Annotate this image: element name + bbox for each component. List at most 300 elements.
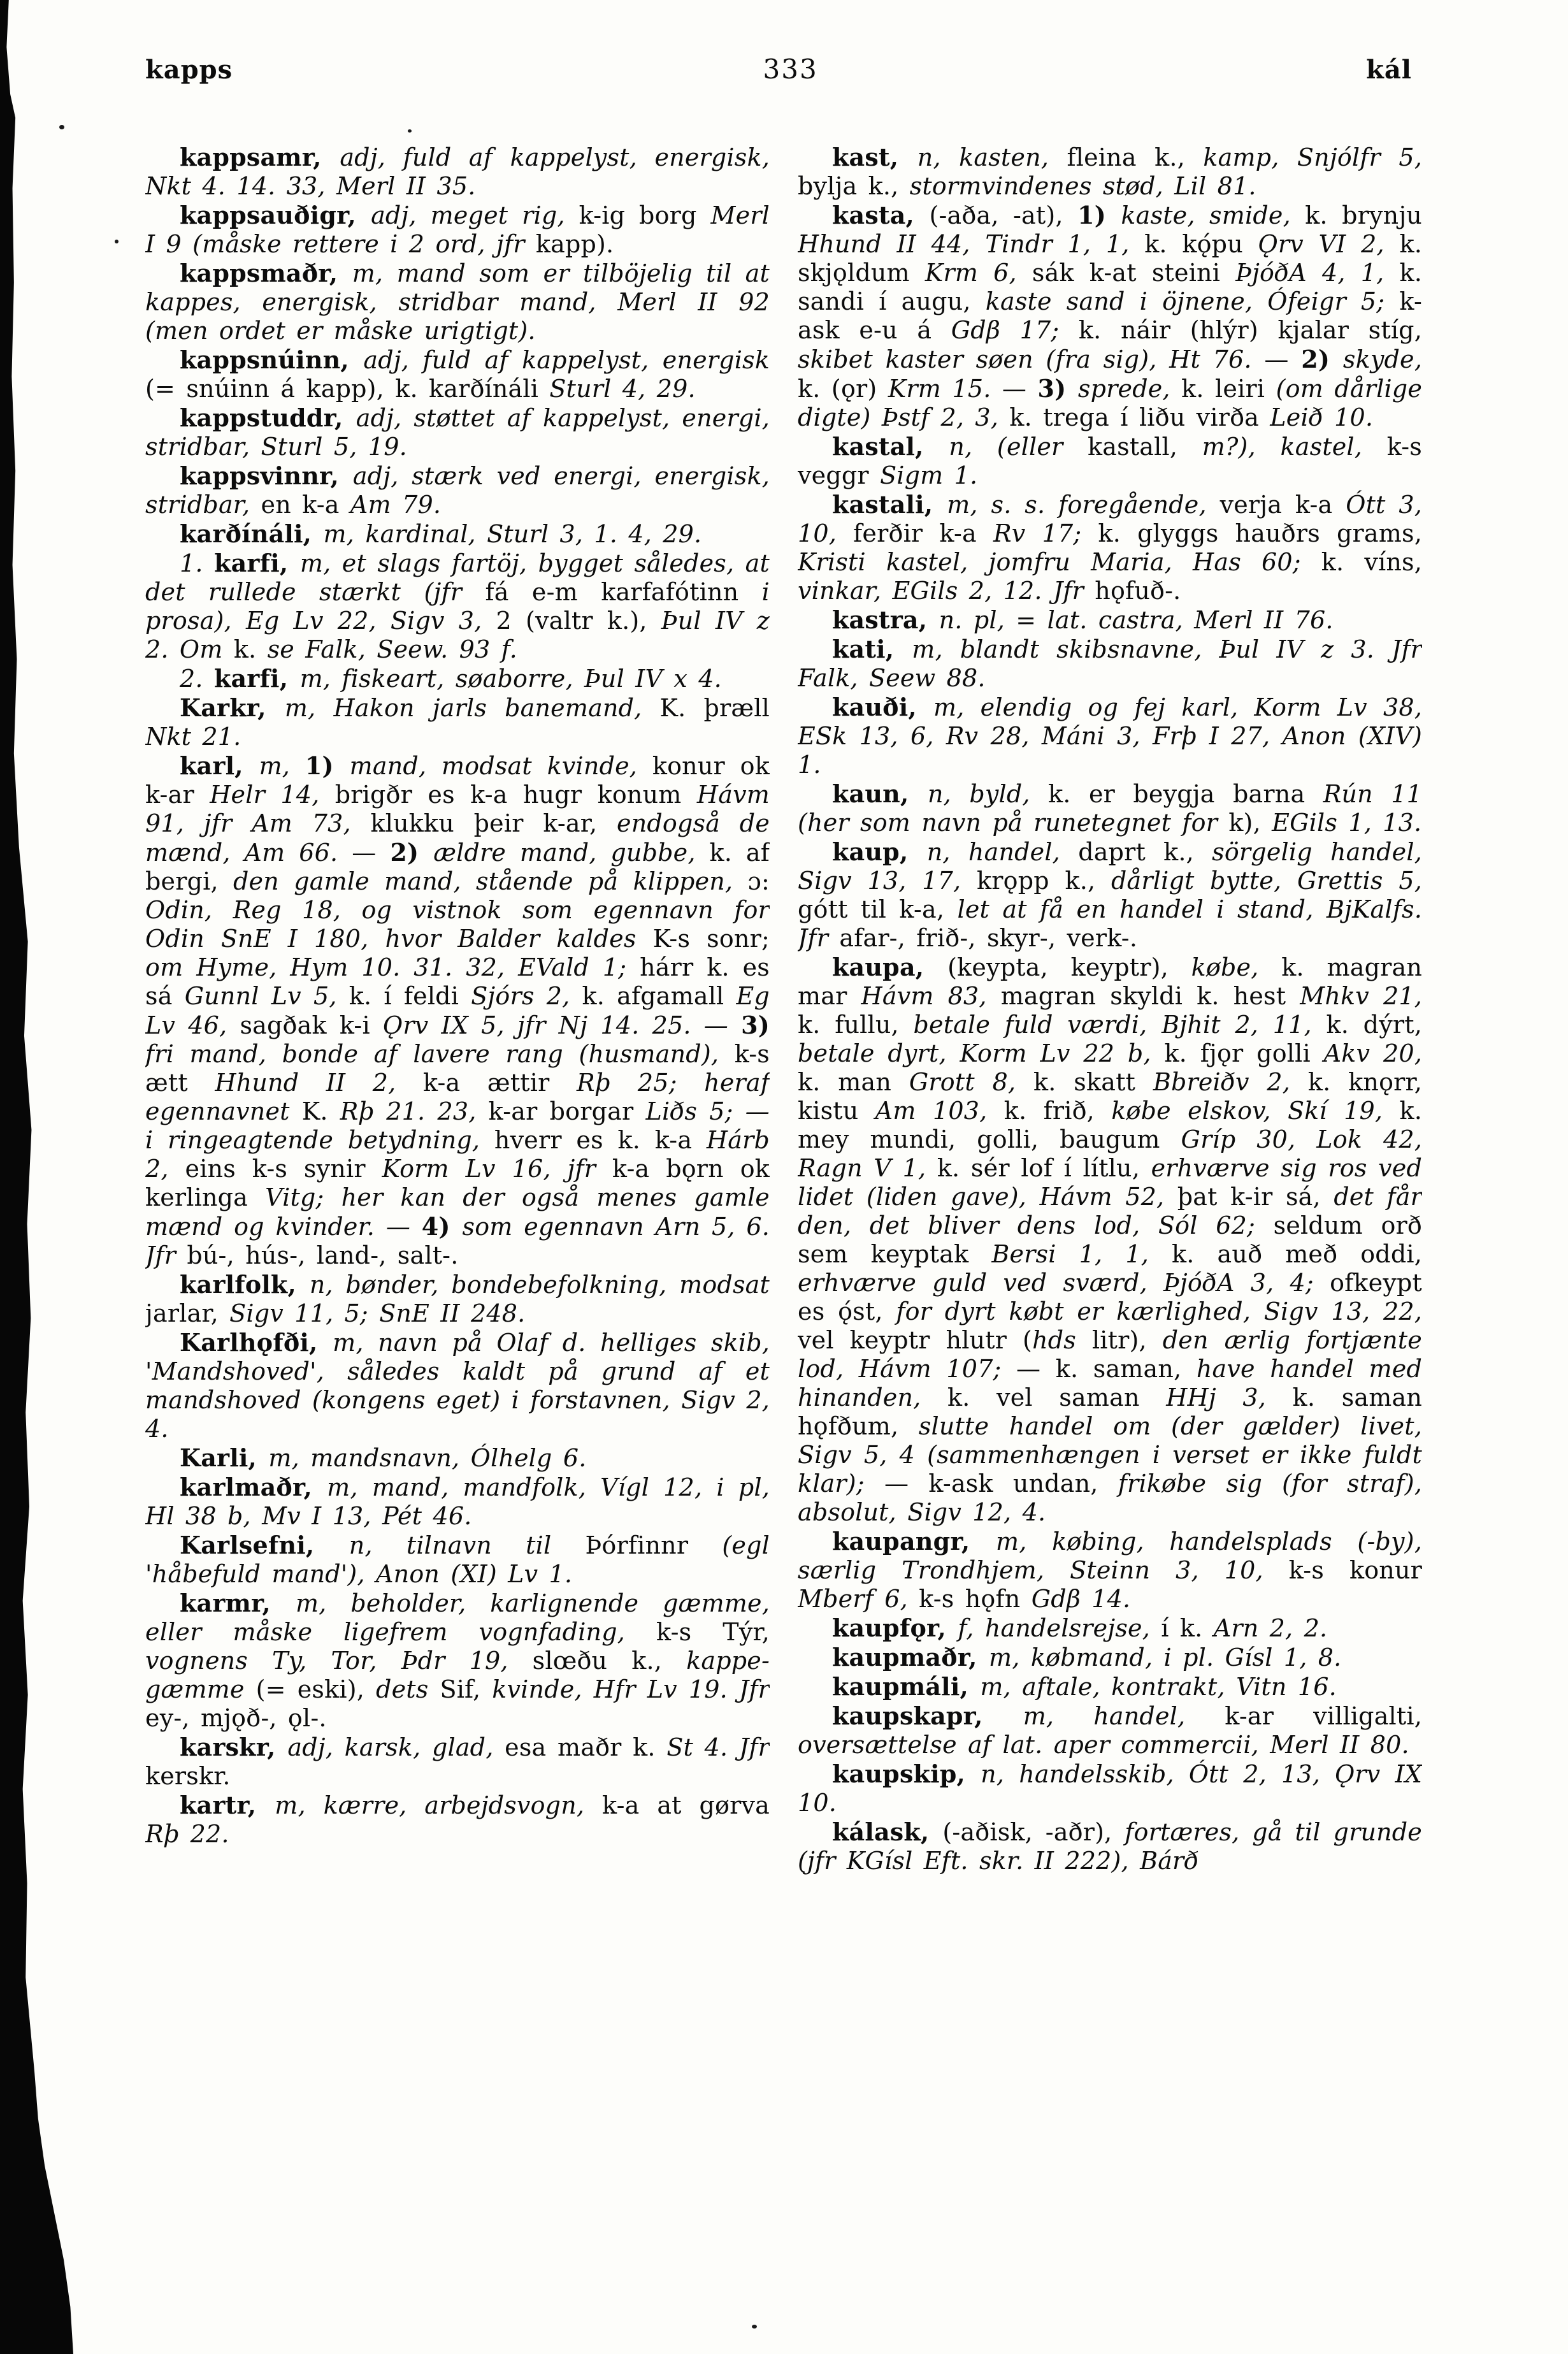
entry-gloss-text: stormvindenes stød, Lil 81.: [909, 172, 1256, 200]
dictionary-entry: [145, 751, 770, 1270]
dictionary-entry: [145, 693, 770, 751]
entry-headword: kappsvinnr,: [180, 461, 353, 490]
entry-citation-text: k. skjǫldum: [798, 230, 1422, 287]
entry-gloss-text: i prosa), Eg Lv 22, Sigv 3,: [145, 578, 770, 635]
entry-citation-text: Sif,: [440, 1675, 493, 1703]
scan-speck: [115, 240, 119, 243]
entry-sense-number: 1): [305, 751, 350, 780]
text-columns: [145, 143, 1422, 2335]
dictionary-entry: [798, 693, 1422, 779]
dictionary-entry: [145, 1791, 770, 1849]
dictionary-entry: [798, 837, 1422, 953]
dictionary-entry: [145, 1443, 770, 1473]
entry-headword: Karlhǫfði,: [180, 1328, 333, 1357]
entry-sense-number: 4): [421, 1212, 463, 1241]
dictionary-entry: [798, 143, 1422, 201]
entry-gloss-text: Krm 15.: [888, 375, 1002, 403]
dictionary-entry: [798, 779, 1422, 837]
entry-citation-text: hverr es k. k-a: [494, 1126, 707, 1154]
entry-gloss-text: kaste, smide,: [1121, 201, 1305, 229]
entry-citation-text: k. af bergi,: [145, 839, 770, 895]
entry-citation-text: k. auð með oddi,: [1172, 1240, 1422, 1268]
entry-citation-text: (keypta, keyptr),: [947, 953, 1191, 981]
entry-gloss-text: købe elskov, Skí 19,: [1111, 1097, 1400, 1125]
entry-citation-text: brigðr es k-a hugr konum: [334, 781, 697, 809]
entry-gloss-text: Rv 17;: [993, 519, 1098, 547]
entry-gloss-text: Ǫrv IX 5, jfr Nj 14. 25. —: [383, 1011, 742, 1039]
entry-headword: kauði,: [832, 693, 934, 721]
entry-gloss-text: EGils 1, 13.: [1272, 809, 1422, 837]
entry-headword: karl,: [180, 751, 259, 780]
entry-headword: kálask,: [832, 1817, 943, 1846]
entry-headword: kastali,: [832, 490, 947, 519]
entry-citation-text: daprt k.,: [1078, 838, 1212, 866]
entry-citation-text: kerskr.: [145, 1762, 231, 1790]
entry-gloss-text: Bersi 1, 1,: [991, 1240, 1172, 1268]
dictionary-entry: [145, 1270, 770, 1328]
dictionary-entry: [798, 432, 1422, 490]
entry-citation-text: í k.: [1161, 1614, 1214, 1642]
entry-citation-text: k-s konur: [1288, 1556, 1422, 1584]
entry-gloss-text: Ótt 3, 10,: [798, 491, 1422, 547]
entry-citation-text: kapp).: [535, 230, 614, 258]
entry-gloss-text: den gamle mand, stående på klippen,: [233, 867, 748, 895]
entry-citation-text: ey-, mjǫð-, ǫl-.: [145, 1704, 327, 1732]
entry-headword: kaupmáli,: [832, 1672, 981, 1701]
entry-gloss-text: m, elendig og fej karl, Korm Lv 38, ESk 13, 6, Rv 28, Máni 3, Frþ I 27, Anon (XIV) 1.: [798, 693, 1422, 779]
entry-gloss-text: den ærlig fortjænte lod, Hávm 107;: [798, 1326, 1422, 1383]
entry-gloss-text: f, handelsrejse,: [958, 1614, 1162, 1642]
dictionary-entry: [798, 1759, 1422, 1817]
entry-citation-text: ferðir k-a: [853, 519, 993, 547]
entry-citation-text: k-a bǫrn ok kerlinga: [145, 1155, 770, 1211]
entry-gloss-text: det får den, det bliver dens lod, Sól 62;: [798, 1183, 1422, 1239]
entry-gloss-text: n, handelsskib, Ótt 2, 13, Ǫrv IX 10.: [798, 1760, 1422, 1817]
entry-citation-text: 2 (valtr k.),: [496, 607, 661, 635]
entry-gloss-text: m, navn på Olaf d. helliges skib, 'Mandshoved', således kaldt på grund af et mandshoved (kongens eget) i forstavnen, Sigv 2, 4.: [145, 1329, 770, 1443]
entry-gloss-text: kvinde, Hfr Lv 19. Jfr: [492, 1675, 770, 1703]
entry-gloss-text: adj, fuld af kappelyst, energisk, Nkt 4. 14. 33, Merl II 35.: [145, 143, 770, 200]
entry-gloss-text: Ǫrv VI 2,: [1258, 230, 1400, 258]
entry-gloss-text: mand, modsat kvinde,: [349, 752, 652, 780]
entry-citation-text: k. knǫrr, kistu: [798, 1068, 1422, 1125]
entry-citation-text: fá e-m karfafótinn: [485, 578, 762, 606]
entry-gloss-text: n, handel,: [926, 838, 1079, 866]
entry-citation-text: k. kǫ́pu: [1144, 230, 1258, 258]
entry-gloss-text: sprede,: [1077, 375, 1182, 403]
entry-gloss-text: Kristi kastel, jomfru Maria, Has 60;: [798, 548, 1321, 576]
entry-gloss-text: betale dyrt, Korm Lv 22 b,: [798, 1039, 1165, 1067]
entry-citation-text: ɔ:: [747, 867, 770, 895]
entry-citation-text: k-ask e-u á: [798, 287, 1422, 344]
entry-gloss-text: Hhund II 2,: [215, 1069, 423, 1097]
dictionary-entry: [145, 259, 770, 345]
entry-headword: kati,: [832, 635, 912, 663]
entry-gloss-text: m, kærre, arbejdsvogn,: [275, 1791, 603, 1819]
entry-gloss-text: adj, meget rig,: [371, 201, 579, 229]
entry-sense-number: karfi,: [213, 664, 300, 693]
entry-gloss-text: let at få en handel i stand, BjKalfs. Jfr: [798, 895, 1422, 952]
entry-headword: kappsauðigr,: [180, 201, 371, 229]
entry-gloss-text: dårligt bytte, Grettis 5,: [1111, 867, 1422, 895]
entry-citation-text: k. dýrt,: [1326, 1011, 1422, 1039]
entry-sense-number: karfi,: [214, 549, 300, 577]
entry-citation-text: afar-, frið-, skyr-, verk-.: [839, 924, 1138, 952]
entry-headword: kappsmaðr,: [180, 259, 352, 287]
entry-gloss-text: Hárb 2,: [145, 1126, 770, 1183]
dictionary-entry: [798, 1643, 1422, 1672]
entry-gloss-text: m, et slags fartöj, bygget således, at det rullede stærkt (jfr: [145, 549, 770, 606]
entry-gloss-text: købe,: [1191, 953, 1282, 981]
entry-citation-text: —: [352, 839, 391, 867]
entry-citation-text: ofkeypt es ǫ́st,: [798, 1269, 1422, 1325]
entry-gloss-text: Bbreiðv 2,: [1153, 1068, 1308, 1096]
dictionary-entry: [798, 1614, 1422, 1643]
scan-speck: [59, 125, 64, 129]
entry-citation-text: litr),: [1091, 1326, 1163, 1354]
entry-citation-text: k-s Týr,: [656, 1618, 770, 1646]
entry-gloss-text: sörgelig handel, Sigv 13, 17,: [798, 838, 1422, 895]
entry-citation-text: k-s veggr: [798, 433, 1422, 489]
entry-gloss-text: Krm 6,: [924, 259, 1032, 287]
entry-gloss-text: Am 103,: [875, 1097, 1004, 1125]
entry-citation-text: Þórfinnr: [585, 1531, 723, 1559]
entry-citation-text: k. er beygja barna: [1048, 780, 1323, 808]
entry-citation-text: k. í feldi: [349, 982, 471, 1010]
entry-gloss-text: Hávm 91, jfr Am 73,: [145, 781, 770, 837]
entry-citation-text: K-s sonr;: [652, 925, 770, 953]
entry-gloss-text: ÞjóðA 4, 1,: [1235, 259, 1400, 287]
entry-gloss-text: Gunnl Lv 5,: [184, 982, 349, 1010]
entry-gloss-text: vognens Ty, Tor, Þdr 19,: [145, 1647, 533, 1675]
dictionary-entry: [145, 1733, 770, 1791]
entry-gloss-text: hds: [1032, 1326, 1092, 1354]
scan-edge-artifact: [0, 0, 73, 2354]
entry-gloss-text: n, bønder, bondebefolkning, modsat: [309, 1271, 770, 1299]
entry-citation-text: magran skyldi k. hest: [1000, 982, 1300, 1010]
entry-headword: Karli,: [180, 1443, 269, 1472]
entry-gloss-text: Liðs 5; — i ringeagtende betydning,: [145, 1097, 770, 1154]
entry-headword: kappstuddr,: [180, 403, 356, 432]
dictionary-entry: [798, 953, 1422, 1527]
entry-citation-text: seldum orð sem keyptak: [798, 1211, 1422, 1268]
dictionary-entry: [145, 1531, 770, 1589]
entry-citation-text: k. mey mundi, golli, baugum: [798, 1097, 1422, 1153]
entry-gloss-text: m?), kastel,: [1202, 433, 1387, 461]
entry-gloss-text: erhværve sig ros ved lidet (liden gave), Hávm 52,: [798, 1154, 1422, 1211]
entry-gloss-text: se Falk, Seew. 93 f.: [267, 635, 517, 663]
entry-headword: karskr,: [180, 1733, 288, 1761]
entry-gloss-text: Mberf 6,: [798, 1585, 919, 1613]
entry-headword: kaup,: [832, 837, 927, 866]
entry-citation-text: sagðak k-i: [240, 1011, 383, 1039]
dictionary-entry: [145, 403, 770, 461]
entry-citation-text: — k. saman,: [1016, 1355, 1197, 1383]
entry-gloss-text: St 4. Jfr: [666, 1733, 770, 1761]
running-head-right: kál: [1366, 55, 1412, 85]
entry-gloss-text: n, byld,: [927, 780, 1049, 808]
entry-gloss-text: m, købing, handelsplads (-by), særlig Trondhjem, Steinn 3, 10,: [798, 1527, 1422, 1584]
entry-headword: kaupskapr,: [832, 1701, 1023, 1730]
entry-citation-text: k. náir (hlýr) kjalar stíg,: [1078, 316, 1422, 344]
entry-gloss-text: oversættelse af lat. aper commercii, Merl II 80.: [798, 1731, 1409, 1759]
entry-headword: Karkr,: [180, 693, 285, 722]
entry-gloss-text: m, kardinal, Sturl 3, 1. 4, 29.: [323, 520, 702, 548]
entry-citation-text: slœðu k.,: [532, 1647, 687, 1675]
entry-sense-number: 2): [390, 838, 434, 867]
running-head-left: kapps: [145, 55, 233, 85]
entry-citation-text: k. fullu,: [798, 1011, 914, 1039]
entry-gloss-text: kaste sand i öjnene, Ófeigr 5;: [985, 287, 1400, 315]
entry-gloss-text: n, kasten,: [917, 143, 1067, 171]
entry-headword: kaupangr,: [832, 1527, 996, 1556]
entry-gloss-text: frikøbe sig (for straf), absolut, Sigv 12, 4.: [798, 1469, 1422, 1526]
entry-headword: karðínáli,: [180, 519, 324, 548]
entry-gloss-text: slutte handel om (der gælder) livet, Sigv 5, 4 (sammenhængen i verset er ikke fuldt klar);: [798, 1412, 1422, 1498]
entry-gloss-text: Rþ 25; heraf egennavnet: [145, 1069, 770, 1125]
entry-citation-text: k. víns,: [1321, 548, 1422, 576]
entry-citation-text: K.: [301, 1097, 340, 1125]
entry-gloss-text: Grott 8,: [909, 1068, 1034, 1096]
entry-headword: kast,: [832, 143, 917, 171]
scan-speck: [408, 129, 412, 133]
entry-gloss-text: HHj 3,: [1166, 1383, 1293, 1412]
entry-gloss-text: Rþ 22.: [145, 1820, 229, 1848]
entry-citation-text: — k-ask undan,: [884, 1469, 1118, 1498]
entry-gloss-text: Vitg; her kan der også menes gamle mænd og kvinder. —: [145, 1183, 770, 1241]
entry-citation-text: gótt til k-a,: [798, 895, 958, 923]
entry-citation-text: k. trega í liðu virða: [1009, 403, 1270, 431]
entry-headword: Karlsefni,: [180, 1531, 349, 1559]
entry-gloss-text: Gdβ 14.: [1031, 1585, 1131, 1613]
entry-citation-text: bú-, hús-, land-, salt-.: [187, 1241, 459, 1269]
entry-headword: kaupfǫr,: [832, 1614, 958, 1642]
entry-headword: kaupa,: [832, 953, 948, 981]
entry-citation-text: k. magran mar: [798, 953, 1422, 1010]
entry-gloss-text: skibet kaster søen (fra sig), Ht 76.: [798, 345, 1265, 373]
entry-citation-text: k. fjǫr golli: [1164, 1039, 1324, 1067]
dictionary-entry: [145, 1328, 770, 1443]
entry-gloss-text: m, beholder, karlignende gæmme, eller måske ligefrem vognfading,: [145, 1589, 770, 1646]
entry-headword: kastra,: [832, 605, 939, 634]
entry-gloss-text: dets: [376, 1675, 440, 1703]
entry-citation-text: k. sér lof í lítlu,: [937, 1154, 1151, 1182]
entry-gloss-text: n. pl,: [939, 606, 1016, 634]
entry-gloss-text: 2.: [180, 665, 214, 693]
dictionary-entry: [145, 1589, 770, 1733]
dictionary-entry: [798, 1817, 1422, 1875]
entry-citation-text: esa maðr k.: [505, 1733, 667, 1761]
entry-gloss-text: Merl I 9 (måske rettere i 2 ord, jfr: [145, 201, 770, 258]
entry-sense-number: 2): [1301, 345, 1343, 373]
entry-citation-text: (-aðisk, -aðr),: [942, 1818, 1125, 1846]
entry-sense-number: 1): [1077, 201, 1121, 229]
entry-headword: kaun,: [832, 779, 928, 808]
entry-headword: kaupskip,: [832, 1759, 981, 1788]
entry-gloss-text: Arn 2, 2.: [1213, 1614, 1328, 1642]
entry-gloss-text: m, fiskeart, søaborre, Þul IV x 4.: [299, 665, 722, 693]
dictionary-entry: [145, 549, 770, 664]
entry-headword: kaupmaðr,: [832, 1643, 989, 1672]
entry-gloss-text: Gríp 30, Lok 42, Ragn V 1,: [798, 1125, 1422, 1182]
entry-headword: karlmaðr,: [180, 1473, 327, 1501]
entry-headword: kappsamr,: [180, 143, 340, 171]
entry-citation-text: k. sandi í augu,: [798, 259, 1422, 315]
entry-gloss-text: endogså de mænd, Am 66.: [145, 809, 770, 867]
entry-gloss-text: Hávm 83,: [861, 982, 1001, 1010]
entry-gloss-text: Akv 20,: [1323, 1039, 1422, 1067]
entry-citation-text: —: [1002, 375, 1038, 403]
entry-citation-text: k-ar borgar: [488, 1097, 646, 1125]
entry-gloss-text: Sjórs 2,: [471, 982, 582, 1010]
entry-citation-text: jarlar,: [145, 1299, 230, 1327]
dictionary-entry: [145, 664, 770, 693]
dictionary-entry: [798, 1672, 1422, 1701]
entry-gloss-text: m, mand, mandfolk, Vígl 12, i pl, Hl 38 b, Mv I 13, Pét 46.: [145, 1473, 770, 1530]
entry-gloss-text: Hhund II 44, Tindr 1, 1,: [798, 230, 1145, 258]
entry-gloss-text: Sigm 1.: [880, 461, 978, 489]
entry-gloss-text: adj, støttet af kappelyst, energi, stridbar, Sturl 5, 19.: [145, 404, 770, 461]
entry-citation-text: —: [1264, 345, 1302, 373]
entry-citation-text: k-ar villigalti,: [1225, 1702, 1422, 1730]
entry-citation-text: k.: [233, 635, 268, 663]
entry-citation-text: k. vel saman: [947, 1383, 1167, 1412]
dictionary-entry: [798, 490, 1422, 605]
entry-gloss-text: m, blandt skibsnavne, Þul IV z 3. Jfr Falk, Seew 88.: [798, 635, 1422, 692]
entry-headword: karlfolk,: [180, 1270, 310, 1299]
entry-sense-number: 3): [741, 1011, 770, 1039]
entry-gloss-text: m,: [259, 752, 305, 780]
entry-gloss-text: Sturl 4, 29.: [549, 375, 696, 403]
entry-gloss-text: Sigv 11, 5; SnE II 248.: [229, 1299, 526, 1327]
entry-citation-text: klukku þeir k-ar,: [370, 809, 617, 837]
entry-gloss-text: m, købmand, i pl. Gísl 1, 8.: [989, 1643, 1342, 1672]
entry-headword: karmr,: [180, 1589, 296, 1617]
entry-gloss-text: skyde,: [1342, 345, 1422, 373]
entry-gloss-text: kappe-gæmme: [145, 1647, 770, 1703]
entry-citation-text: k-s ætt: [145, 1040, 770, 1097]
entry-citation-text: vel keyptr hlutr (: [798, 1326, 1033, 1354]
entry-gloss-text: Rþ 21. 23,: [340, 1097, 489, 1125]
entry-citation-text: k. man: [798, 1068, 909, 1096]
entry-gloss-text: Korm Lv 16, jfr: [382, 1155, 612, 1183]
entry-gloss-text: lat. castra, Merl II 76.: [1047, 606, 1334, 634]
entry-gloss-text: m, Hakon jarls banemand,: [284, 694, 660, 722]
left-column: [145, 143, 770, 2335]
entry-gloss-text: adj, karsk, glad,: [287, 1733, 505, 1761]
entry-gloss-text: Rún 11 (her som navn på runetegnet for: [798, 780, 1422, 837]
entry-gloss-text: Am 79.: [350, 491, 442, 519]
entry-citation-text: en k-a: [261, 491, 350, 519]
right-column: [798, 143, 1422, 2335]
entry-gloss-text: kamp, Snjólfr 5,: [1203, 143, 1422, 171]
entry-citation-text: (= snúinn á kapp), k. karðínáli: [145, 375, 550, 403]
entry-citation-text: k. leiri: [1181, 375, 1276, 403]
entry-citation-text: krǫpp k.,: [977, 867, 1111, 895]
entry-citation-text: konur ok k-ar: [145, 752, 770, 809]
dictionary-entry: [145, 143, 770, 201]
page-number: 333: [763, 54, 818, 85]
entry-citation-text: K. þræll: [659, 694, 770, 722]
entry-citation-text: hǫfuð-.: [1095, 577, 1181, 605]
entry-sense-number: 3): [1037, 374, 1078, 403]
entry-citation-text: k. (ǫr): [798, 375, 888, 403]
entry-citation-text: bylja k.,: [798, 172, 910, 200]
entry-citation-text: (= eski),: [255, 1675, 377, 1703]
dictionary-entry: [798, 201, 1422, 432]
entry-citation-text: sák k-at steini: [1032, 259, 1236, 287]
dictionary-entry: [798, 605, 1422, 635]
entry-gloss-text: m, mandsnavn, Ólhelg 6.: [268, 1444, 587, 1472]
entry-gloss-text: Þul IV z 2. Om: [145, 607, 770, 663]
entry-citation-text: k. saman hǫfðum,: [798, 1383, 1422, 1440]
entry-gloss-text: adj, stærk ved energi, energisk, stridbar,: [145, 462, 770, 519]
entry-gloss-text: om Hyme, Hym 10. 31. 32, EVald 1;: [145, 953, 640, 981]
entry-citation-text: k-s hǫfn: [919, 1585, 1032, 1613]
entry-headword: kartr,: [180, 1791, 275, 1819]
entry-citation-text: kastall,: [1088, 433, 1202, 461]
entry-gloss-text: Gdβ 17;: [951, 316, 1079, 344]
entry-citation-text: k-ig borg: [579, 201, 711, 229]
entry-gloss-text: Eg Lv 46,: [145, 982, 770, 1039]
entry-gloss-text: Nkt 21.: [145, 723, 241, 751]
entry-gloss-text: Mhkv 21,: [1300, 982, 1422, 1010]
entry-gloss-text: (egl 'håbefuld mand'), Anon (XI) Lv 1.: [145, 1531, 770, 1588]
entry-gloss-text: 1.: [180, 549, 215, 577]
entry-gloss-text: m, mand som er tilböjelig til at kappes, energisk, stridbar mand, Merl II 92 (men ordet er måske urigtigt).: [145, 259, 770, 345]
dictionary-entry: [145, 519, 770, 549]
entry-gloss-text: ældre mand, gubbe,: [433, 839, 710, 867]
entry-citation-text: þat k-ir sá,: [1177, 1183, 1334, 1211]
entry-gloss-text: have handel med hinanden,: [798, 1355, 1422, 1412]
entry-citation-text: k-a ættir: [422, 1069, 577, 1097]
entry-gloss-text: betale fuld værdi, Bjhit 2, 11,: [913, 1011, 1327, 1039]
entry-gloss-text: fri mand, bonde af lavere rang (husmand),: [145, 1040, 735, 1068]
entry-citation-text: (-aða, -at),: [929, 201, 1078, 229]
entry-citation-text: k-a at gørva: [602, 1791, 770, 1819]
entry-citation-text: k. frið,: [1003, 1097, 1112, 1125]
dictionary-entry: [145, 201, 770, 259]
entry-citation-text: eins k-s synir: [185, 1155, 382, 1183]
entry-citation-text: k. brynju: [1305, 201, 1422, 229]
dictionary-entry: [145, 461, 770, 519]
entry-headword: kastal,: [832, 432, 949, 461]
dictionary-entry: [798, 1527, 1422, 1614]
entry-citation-text: verja k-a: [1219, 491, 1346, 519]
entry-gloss-text: (om dårlige digte) Þstf 2, 3,: [798, 375, 1422, 431]
entry-citation-text: fleina k.,: [1067, 143, 1204, 171]
dictionary-entry: [798, 635, 1422, 693]
entry-citation-text: k. afgamall: [582, 982, 737, 1010]
entry-headword: kappsnúinn,: [180, 345, 364, 374]
entry-gloss-text: adj, fuld af kappelyst, energisk: [363, 346, 770, 374]
dictionary-entry: [798, 1701, 1422, 1759]
entry-gloss-text: fortæres, gå til grunde (jfr KGísl Eft. skr. II 222), Bárð: [798, 1818, 1422, 1875]
entry-gloss-text: m, s. s. foregående,: [947, 491, 1220, 519]
entry-gloss-text: Leið 10.: [1270, 403, 1374, 431]
entry-citation-text: k. glyggs hauðrs grams,: [1098, 519, 1422, 547]
entry-headword: kasta,: [832, 201, 930, 229]
dictionary-entry: [145, 345, 770, 403]
page-header: [145, 54, 1412, 85]
entry-gloss-text: n, (eller: [949, 433, 1088, 461]
entry-gloss-text: m, aftale, kontrakt, Vitn 16.: [980, 1673, 1337, 1701]
entry-gloss-text: for dyrt købt er kærlighed, Sigv 13, 22,: [896, 1297, 1422, 1325]
entry-gloss-text: erhværve guld ved sværd, ÞjóðA 3, 4;: [798, 1269, 1330, 1297]
entry-gloss-text: Helr 14,: [210, 781, 335, 809]
entry-gloss-text: vinkar, EGils 2, 12. Jfr: [798, 577, 1095, 605]
dictionary-entry: [145, 1473, 770, 1531]
